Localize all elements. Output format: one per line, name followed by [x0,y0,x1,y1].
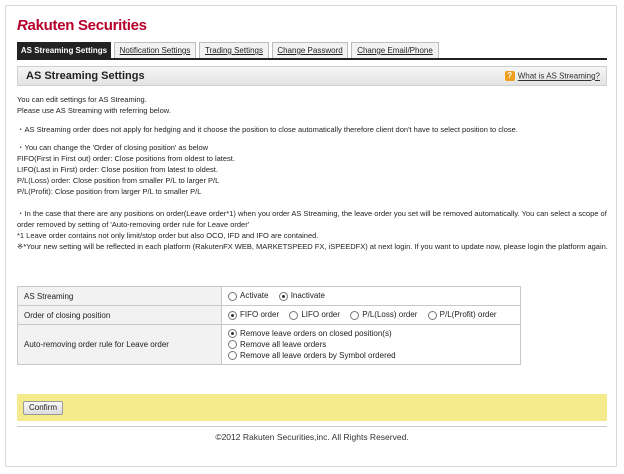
intro-line: You can edit settings for AS Streaming. [17,95,147,104]
tab-as-streaming-settings[interactable]: AS Streaming Settings [17,42,111,58]
radio-icon [228,351,237,360]
confirm-button[interactable]: Confirm [23,401,63,415]
radio-selected-icon [228,311,237,320]
remove-closed-positions-radio[interactable]: Remove leave orders on closed position(s) [228,328,514,339]
radio-icon [428,311,437,320]
radio-icon [228,340,237,349]
platform-note: ※*Your new setting will be reflected in each platform (RakutenFX WEB, MARKETSPEED FX, iSPEEDFX) at next login. If you want to update now, please login the platform again. [17,242,608,251]
lifo-radio[interactable]: LIFO order [289,310,340,319]
radio-selected-icon [279,292,288,301]
settings-table [17,286,521,365]
hedging-note: ・AS Streaming order does not apply for hedging and it choose the position to close automatically therefore client don't have to select position to close. [17,125,518,134]
table-row [18,306,521,325]
leave-order-notes [17,208,611,252]
order-note-line: P/L(Loss) order: Close position from smaller P/L to larger P/L [17,176,220,185]
footer-divider [17,426,607,427]
radio-icon [350,311,359,320]
help-link-wrap[interactable] [505,71,600,81]
radio-selected-icon [228,329,237,338]
order-note-line: P/L(Profit): Close position from larger P/L to smaller P/L [17,187,202,196]
tab-notification-settings[interactable]: Notification Settings [114,42,196,58]
question-icon: ? [505,71,515,81]
title-bar [17,66,607,86]
pl-loss-radio[interactable]: P/L(Loss) order [350,310,417,319]
copyright: ©2012 Rakuten Securities,inc. All Rights Reserved. [215,432,409,442]
what-is-as-streaming-link[interactable]: What is AS Streaming? [517,71,600,81]
remove-by-symbol-radio[interactable]: Remove all leave orders by Symbol ordered [228,350,514,361]
radio-icon [289,311,298,320]
activate-radio[interactable]: Activate [228,291,268,300]
table-row [18,325,521,365]
tab-change-email-phone[interactable]: Change Email/Phone [351,42,439,58]
table-row [18,287,521,306]
inactivate-radio[interactable]: Inactivate [279,291,325,300]
auto-remove-options [222,325,521,365]
as-streaming-label: AS Streaming [18,287,222,306]
order-note-line: ・You can change the 'Order of closing position' as below [17,143,209,152]
fifo-radio[interactable]: FIFO order [228,310,279,319]
leave-order-note: *1 Leave order contains not only limit/stop order but also OCO, IFD and IFO are contained. [17,231,319,240]
order-note-line: LIFO(Last in First) order: Close position from latest to oldest. [17,165,218,174]
leave-order-note: ・In the case that there are any positions on order(Leave order*1) when you order AS Streaming, the leave order you set will be removed automatically. You can select a scope of order removed by setting of 'Auto-removing order rule for Leave order' [17,209,607,229]
tab-change-password[interactable]: Change Password [272,42,348,58]
closing-order-label: Order of closing position [18,306,222,325]
page-title: AS Streaming Settings [26,70,145,82]
tab-trading-settings[interactable]: Trading Settings [199,42,269,58]
settings-tabs [17,42,607,60]
order-note-line: FIFO(First in First out) order: Close positions from oldest to latest. [17,154,235,163]
rakuten-logo: Rakuten Securities [17,17,147,34]
intro-text [17,94,611,116]
action-bar [17,394,607,421]
intro-line: Please use AS Streaming with referring below. [17,106,171,115]
closing-order-notes [17,142,611,197]
pl-profit-radio[interactable]: P/L(Profit) order [428,310,497,319]
remove-all-radio[interactable]: Remove all leave orders [228,339,514,350]
closing-order-options [222,306,521,325]
auto-remove-label: Auto-removing order rule for Leave order [18,325,222,365]
as-streaming-options [222,287,521,306]
radio-icon [228,292,237,301]
